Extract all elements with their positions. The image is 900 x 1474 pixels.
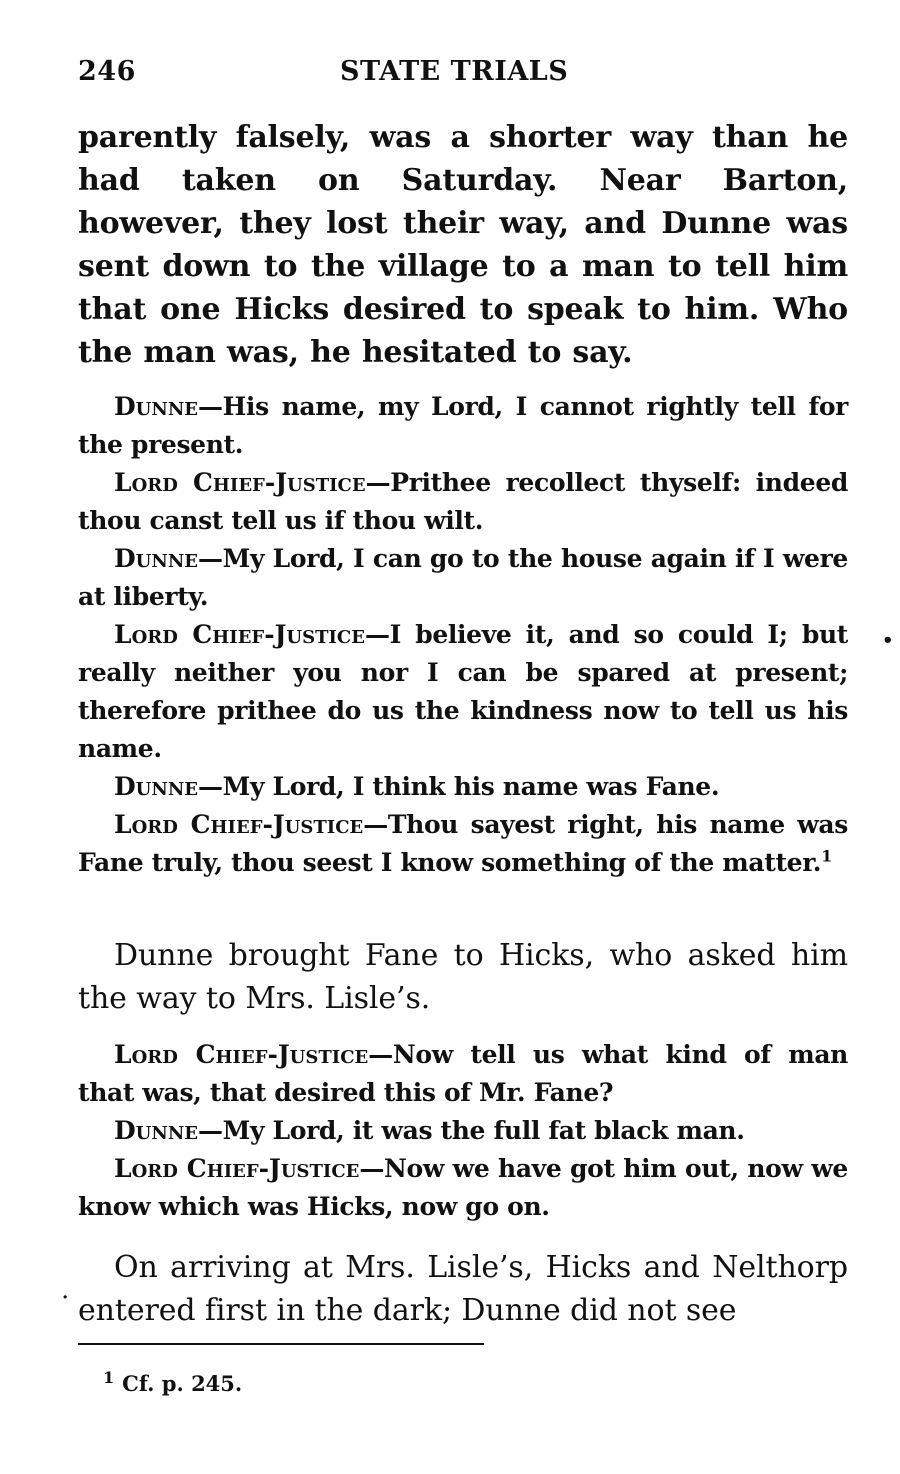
page-number: 246 xyxy=(78,56,136,87)
dialogue-line xyxy=(78,806,848,882)
footnote-number: 1 xyxy=(103,1368,115,1387)
running-head: STATE TRIALS xyxy=(340,56,569,87)
footnote-reference: 1 xyxy=(821,846,832,866)
speaker-name: Lord Chief-Justice xyxy=(114,1040,369,1069)
dialogue-line xyxy=(78,1036,848,1112)
dialogue-text: —Thou sayest right, his name was Fane truly, thou seest I know something of the matter. xyxy=(78,810,848,877)
speaker-name: Lord Chief-Justice xyxy=(114,468,366,497)
dialogue-text: —My Lord, I can go to the house again if I were at liberty. xyxy=(78,544,848,611)
page-header xyxy=(78,56,848,96)
dialogue-text: —Prithee recollect thyself: indeed thou canst tell us if thou wilt. xyxy=(78,468,849,535)
dialogue-block-2 xyxy=(78,1036,848,1226)
footnote-text: Cf. p. 245. xyxy=(122,1371,243,1396)
print-speck: · xyxy=(62,1287,69,1308)
closing-paragraph: On arriving at Mrs. Lisle’s, Hicks and Nelthorp entered first in the dark; Dunne did not see xyxy=(78,1250,848,1328)
speaker-name: Lord Chief-Justice xyxy=(114,810,364,839)
dialogue-block-1 xyxy=(78,388,848,882)
dialogue-line xyxy=(78,1112,848,1150)
dialogue-text: —My Lord, it was the full fat black man. xyxy=(198,1116,745,1145)
dialogue-line xyxy=(78,464,848,540)
dialogue-line xyxy=(78,616,848,768)
dialogue-line xyxy=(78,768,848,806)
dialogue-line xyxy=(78,388,848,464)
dialogue-text: —Now we have got him out, now we know which was Hicks, now go on. xyxy=(78,1154,848,1221)
footnote-rule xyxy=(78,1343,484,1345)
speaker-name: Dunne xyxy=(114,544,199,573)
dialogue-line xyxy=(78,540,848,616)
speaker-name: Lord Chief-Justice xyxy=(114,620,365,649)
dialogue-line xyxy=(78,1150,848,1226)
dialogue-text: —My Lord, I think his name was Fane. xyxy=(198,772,720,801)
speaker-name: Dunne xyxy=(114,1116,199,1145)
opening-paragraph: parently falsely, was a shorter way than he had taken on Saturday. Near Barton, however, they lost their way, and Dunne was sent down to the village to a man to tell him that one Hicks desired to speak to him. Who the man was, he hesitated to say. xyxy=(78,120,848,370)
dialogue-text: —His name, my Lord, I cannot rightly tell for the present. xyxy=(78,392,848,459)
margin-mark: • xyxy=(882,630,894,651)
speaker-name: Lord Chief-Justice xyxy=(114,1154,360,1183)
speaker-name: Dunne xyxy=(114,772,199,801)
dialogue-text: —I believe it, and so could I; but really neither you nor I can be spared at present; therefore prithee do us the kindness now to tell us his name. xyxy=(78,620,848,763)
dialogue-text: —Now tell us what kind of man that was, that desired this of Mr. Fane? xyxy=(78,1040,848,1107)
middle-paragraph: Dunne brought Fane to Hicks, who asked him the way to Mrs. Lisle’s. xyxy=(78,938,848,1016)
footnote xyxy=(103,1370,603,1398)
speaker-name: Dunne xyxy=(114,392,199,421)
